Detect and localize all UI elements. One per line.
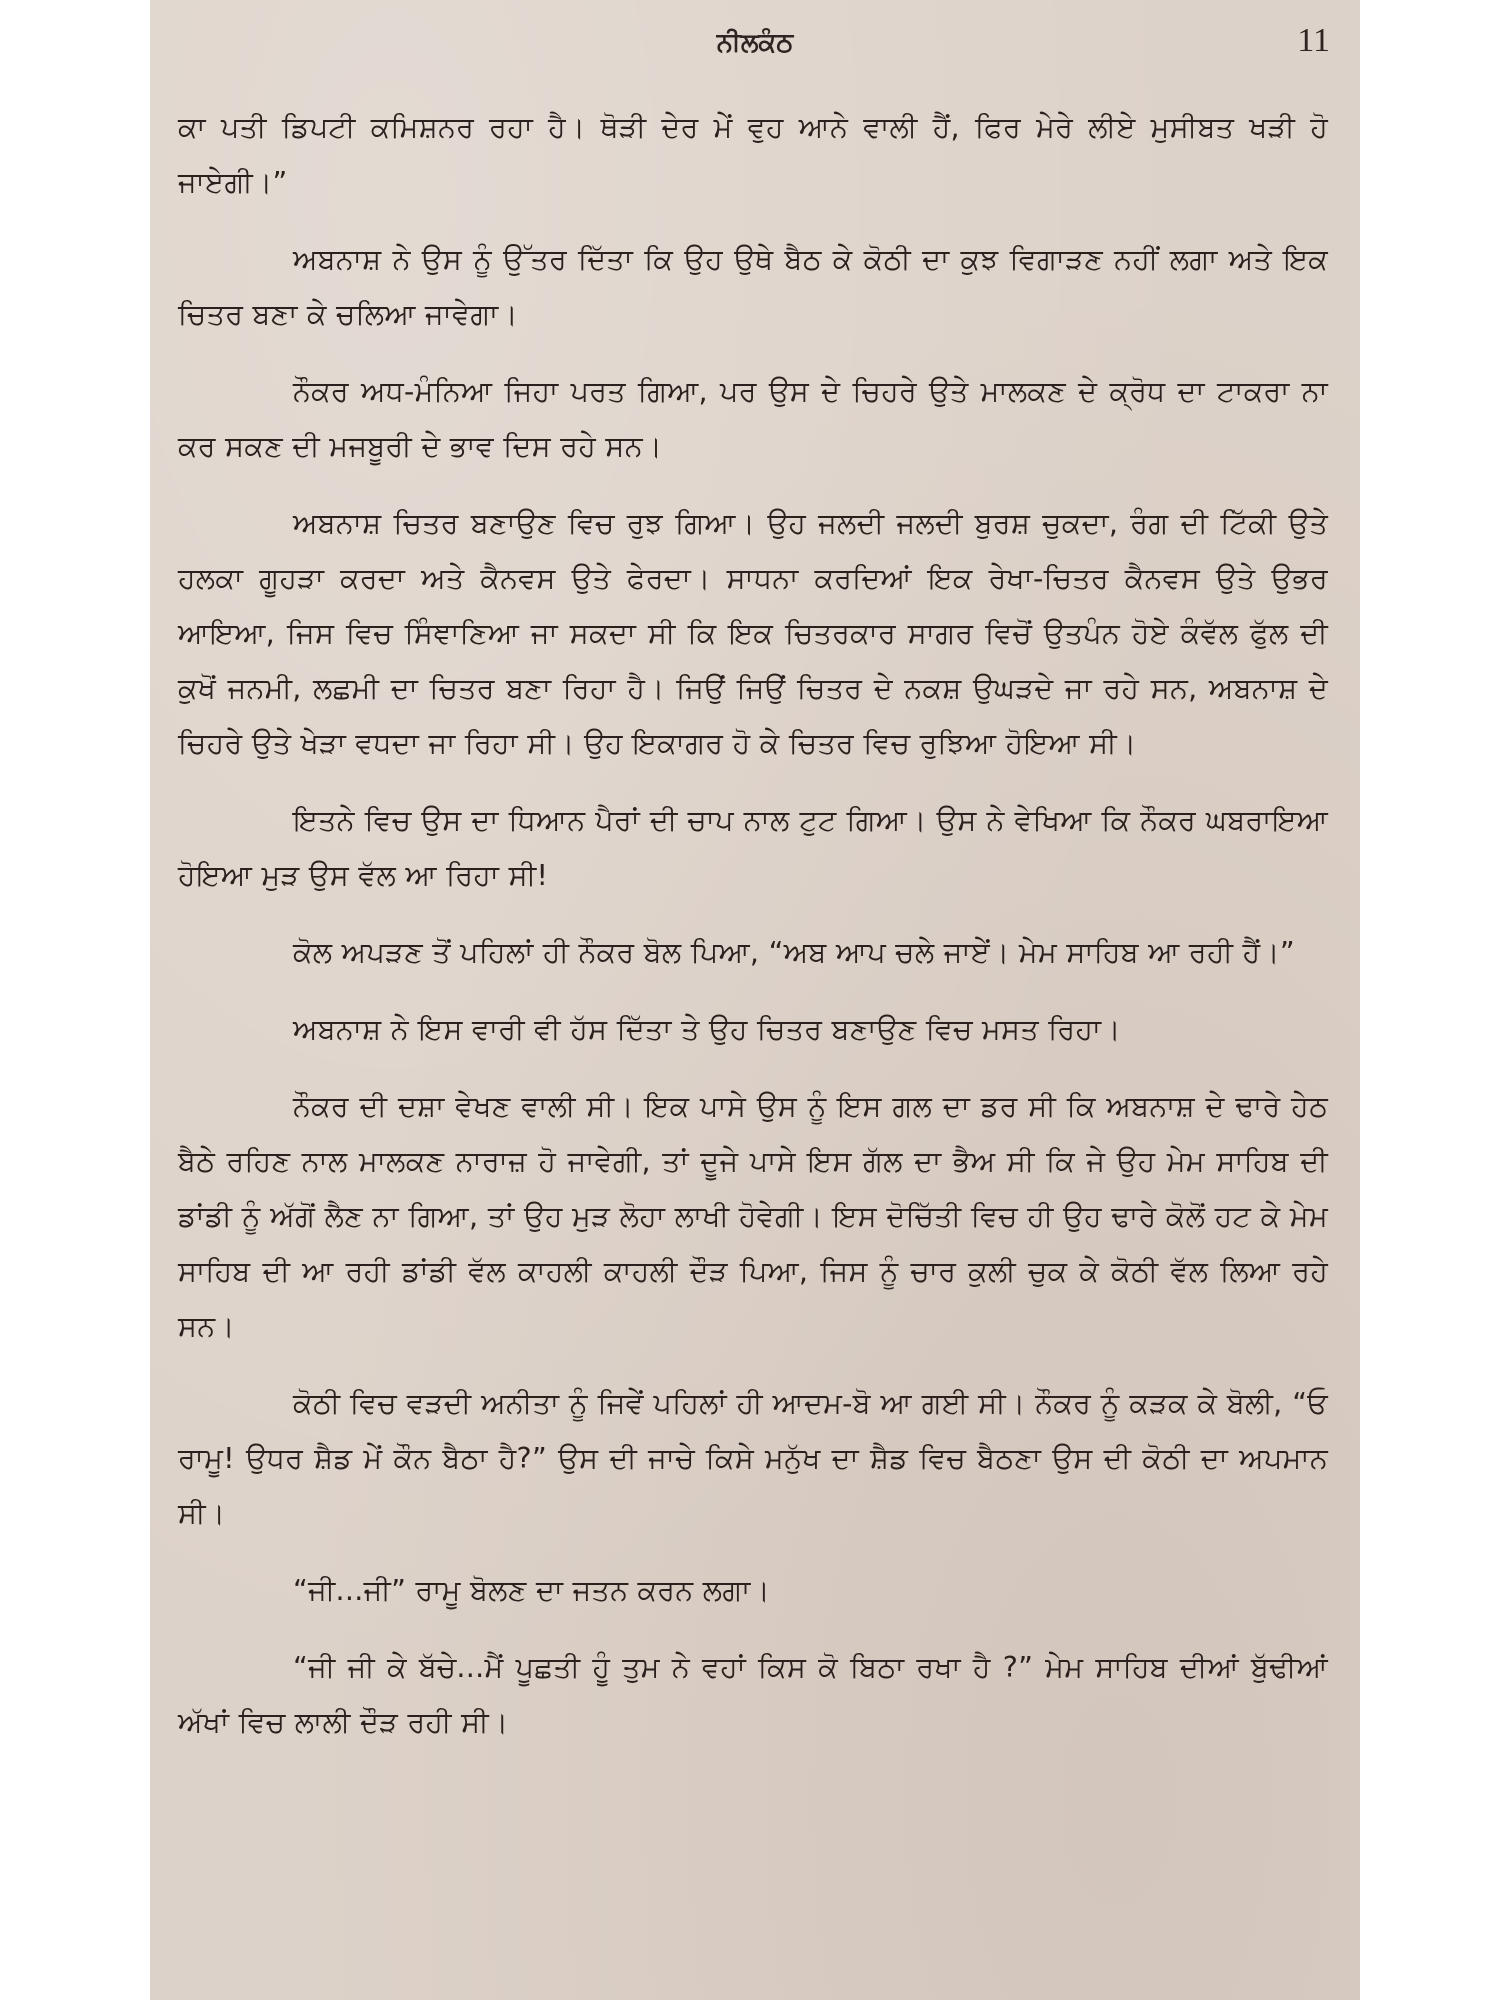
paragraph: ਕਾ ਪਤੀ ਡਿਪਟੀ ਕਮਿਸ਼ਨਰ ਰਹਾ ਹੈ। ਥੋੜੀ ਦੇਰ ਮੇਂ ਵੁਹ ਆਨੇ ਵਾਲੀ ਹੈਂ, ਫਿਰ ਮੇਰੇ ਲੀਏ ਮੁਸੀਬਤ ਖੜੀ ਹੋ ਜਾਏਗੀ।” xyxy=(178,111,1328,199)
running-title: ਨੀਲਕੰਠ xyxy=(716,28,794,58)
paragraph: ਅਬਨਾਸ਼ ਨੇ ਉਸ ਨੂੰ ਉੱਤਰ ਦਿੱਤਾ ਕਿ ਉਹ ਉਥੇ ਬੈਠ ਕੇ ਕੋਠੀ ਦਾ ਕੁਝ ਵਿਗਾੜਣ ਨਹੀਂ ਲਗਾ ਅਤੇ ਇਕ ਚਿਤਰ ਬਣਾ ਕੇ ਚਲਿਆ ਜਾਵੇਗਾ। xyxy=(178,243,1328,331)
book-page xyxy=(150,0,1360,2000)
page-header xyxy=(150,22,1360,72)
paragraph: ਅਬਨਾਸ਼ ਚਿਤਰ ਬਣਾਉਣ ਵਿਚ ਰੁਝ ਗਿਆ। ਉਹ ਜਲਦੀ ਜਲਦੀ ਬੁਰਸ਼ ਚੁਕਦਾ, ਰੰਗ ਦੀ ਟਿੱਕੀ ਉਤੇ ਹਲਕਾ ਗੂਹੜਾ ਕਰਦਾ ਅਤੇ ਕੈਨਵਸ ਉਤੇ ਫੇਰਦਾ। ਸਾਧਨਾ ਕਰਦਿਆਂ ਇਕ ਰੇਖਾ-ਚਿਤਰ ਕੈਨਵਸ ਉਤੇ ਉਭਰ ਆਇਆ, ਜਿਸ ਵਿਚ ਸਿੰਞਾਣਿਆ ਜਾ ਸਕਦਾ ਸੀ ਕਿ ਇਕ ਚਿਤਰਕਾਰ ਸਾਗਰ ਵਿਚੋਂ ਉਤਪੰਨ ਹੋਏ ਕੰਵੱਲ ਫੁੱਲ ਦੀ ਕੁਖੋਂ ਜਨਮੀ, ਲਛਮੀ ਦਾ ਚਿਤਰ ਬਣਾ ਰਿਹਾ ਹੈ। ਜਿਉਂ ਜਿਉਂ ਚਿਤਰ ਦੇ ਨਕਸ਼ ਉਘੜਦੇ ਜਾ ਰਹੇ ਸਨ, ਅਬਨਾਸ਼ ਦੇ ਚਿਹਰੇ ਉਤੇ ਖੇੜਾ ਵਧਦਾ ਜਾ ਰਿਹਾ ਸੀ। ਉਹ ਇਕਾਗਰ ਹੋ ਕੇ ਚਿਤਰ ਵਿਚ ਰੁਝਿਆ ਹੋਇਆ ਸੀ। xyxy=(178,507,1328,760)
paragraph: ਨੌਕਰ ਦੀ ਦਸ਼ਾ ਵੇਖਣ ਵਾਲੀ ਸੀ। ਇਕ ਪਾਸੇ ਉਸ ਨੂੰ ਇਸ ਗਲ ਦਾ ਡਰ ਸੀ ਕਿ ਅਬਨਾਸ਼ ਦੇ ਢਾਰੇ ਹੇਠ ਬੈਠੇ ਰਹਿਣ ਨਾਲ ਮਾਲਕਣ ਨਾਰਾਜ਼ ਹੋ ਜਾਵੇਗੀ, ਤਾਂ ਦੂਜੇ ਪਾਸੇ ਇਸ ਗੱਲ ਦਾ ਭੈਅ ਸੀ ਕਿ ਜੇ ਉਹ ਮੇਮ ਸਾਹਿਬ ਦੀ ਡਾਂਡੀ ਨੂੰ ਅੱਗੋਂ ਲੈਣ ਨਾ ਗਿਆ, ਤਾਂ ਉਹ ਮੁੜ ਲੋਹਾ ਲਾਖੀ ਹੋਵੇਗੀ। ਇਸ ਦੋਚਿੱਤੀ ਵਿਚ ਹੀ ਉਹ ਢਾਰੇ ਕੋਲੋਂ ਹਟ ਕੇ ਮੇਮ ਸਾਹਿਬ ਦੀ ਆ ਰਹੀ ਡਾਂਡੀ ਵੱਲ ਕਾਹਲੀ ਕਾਹਲੀ ਦੌੜ ਪਿਆ, ਜਿਸ ਨੂੰ ਚਾਰ ਕੁਲੀ ਚੁਕ ਕੇ ਕੋਠੀ ਵੱਲ ਲਿਆ ਰਹੇ ਸਨ। xyxy=(178,1090,1328,1343)
paragraph: “ਜੀ ਜੀ ਕੇ ਬੱਚੇ...ਮੈਂ ਪੂਛਤੀ ਹੂੰ ਤੁਮ ਨੇ ਵਹਾਂ ਕਿਸ ਕੋ ਬਿਠਾ ਰਖਾ ਹੈ ?” ਮੇਮ ਸਾਹਿਬ ਦੀਆਂ ਬੁੱਢੀਆਂ ਅੱਖਾਂ ਵਿਚ ਲਾਲੀ ਦੌੜ ਰਹੀ ਸੀ। xyxy=(178,1651,1328,1739)
paragraph: ਇਤਨੇ ਵਿਚ ਉਸ ਦਾ ਧਿਆਨ ਪੈਰਾਂ ਦੀ ਚਾਪ ਨਾਲ ਟੁਟ ਗਿਆ। ਉਸ ਨੇ ਵੇਖਿਆ ਕਿ ਨੌਕਰ ਘਬਰਾਇਆ ਹੋਇਆ ਮੁੜ ਉਸ ਵੱਲ ਆ ਰਿਹਾ ਸੀ! xyxy=(178,804,1328,892)
paragraph: “ਜੀ...ਜੀ” ਰਾਮੂ ਬੋਲਣ ਦਾ ਜਤਨ ਕਰਨ ਲਗਾ। xyxy=(293,1574,771,1607)
paragraph: ਅਬਨਾਸ਼ ਨੇ ਇਸ ਵਾਰੀ ਵੀ ਹੱਸ ਦਿੱਤਾ ਤੇ ਉਹ ਚਿਤਰ ਬਣਾਉਣ ਵਿਚ ਮਸਤ ਰਿਹਾ। xyxy=(293,1013,1121,1046)
paragraph: ਕੋਲ ਅਪੜਣ ਤੋਂ ਪਹਿਲਾਂ ਹੀ ਨੌਕਰ ਬੋਲ ਪਿਆ, “ਅਬ ਆਪ ਚਲੇ ਜਾਏਂ। ਮੇਮ ਸਾਹਿਬ ਆ ਰਹੀ ਹੈਂ।” xyxy=(293,936,1295,969)
paragraph: ਕੋਠੀ ਵਿਚ ਵੜਦੀ ਅਨੀਤਾ ਨੂੰ ਜਿਵੇਂ ਪਹਿਲਾਂ ਹੀ ਆਦਮ-ਬੋ ਆ ਗਈ ਸੀ। ਨੌਕਰ ਨੂੰ ਕੜਕ ਕੇ ਬੋਲੀ, “ਓ ਰਾਮੂ! ਉਧਰ ਸ਼ੈਡ ਮੇਂ ਕੌਨ ਬੈਠਾ ਹੈ?” ਉਸ ਦੀ ਜਾਚੇ ਕਿਸੇ ਮਨੁੱਖ ਦਾ ਸ਼ੈਡ ਵਿਚ ਬੈਠਣਾ ਉਸ ਦੀ ਕੋਠੀ ਦਾ ਅਪਮਾਨ ਸੀ। xyxy=(178,1387,1328,1530)
paragraph: ਨੌਕਰ ਅਧ-ਮੰਨਿਆ ਜਿਹਾ ਪਰਤ ਗਿਆ, ਪਰ ਉਸ ਦੇ ਚਿਹਰੇ ਉਤੇ ਮਾਲਕਣ ਦੇ ਕ੍ਰੋਧ ਦਾ ਟਾਕਰਾ ਨਾ ਕਰ ਸਕਣ ਦੀ ਮਜਬੂਰੀ ਦੇ ਭਾਵ ਦਿਸ ਰਹੇ ਸਨ। xyxy=(178,375,1328,463)
page-number: 11 xyxy=(1297,22,1330,59)
body-text xyxy=(178,100,1328,1772)
